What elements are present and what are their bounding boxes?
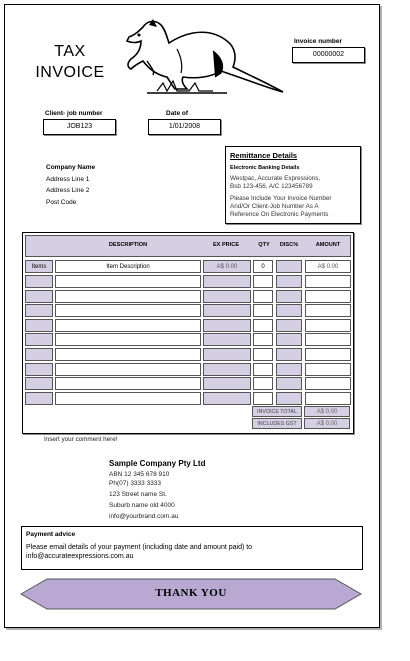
item-code-cell[interactable] bbox=[25, 304, 53, 317]
company-suburb: Suburb name old 4000 bbox=[109, 502, 175, 509]
header-disc: DISC% bbox=[279, 242, 299, 248]
item-ex-price-cell[interactable] bbox=[203, 348, 251, 361]
item-ex-price-cell[interactable] bbox=[203, 363, 251, 376]
payment-advice-line1: Please email details of your payment (including date and amount paid) to bbox=[26, 544, 253, 551]
table-row bbox=[25, 377, 351, 390]
payment-advice-title: Payment advice bbox=[26, 531, 76, 538]
remittance-bank-details bbox=[230, 175, 320, 191]
remittance-title: Remittance Details bbox=[230, 151, 298, 160]
header-amount: AMOUNT bbox=[315, 242, 341, 248]
item-ex-price-cell[interactable]: A$ 0.00 bbox=[203, 260, 251, 273]
title-line-invoice: INVOICE bbox=[35, 64, 105, 81]
item-code-cell[interactable] bbox=[25, 319, 53, 332]
item-ex-price-cell[interactable] bbox=[203, 333, 251, 346]
item-description-cell[interactable] bbox=[55, 348, 201, 361]
company-block bbox=[109, 459, 205, 521]
item-description-cell[interactable] bbox=[55, 333, 201, 346]
header-qty: QTY bbox=[258, 242, 270, 248]
table-row bbox=[25, 319, 351, 332]
item-amount-cell[interactable] bbox=[305, 319, 351, 332]
item-qty-cell[interactable] bbox=[253, 290, 273, 303]
item-code-cell[interactable] bbox=[25, 363, 53, 376]
company-email: info@yourbrand.com.au bbox=[109, 513, 179, 520]
item-code-cell[interactable] bbox=[25, 333, 53, 346]
billing-company-name: Company Name bbox=[46, 164, 96, 171]
item-code-cell[interactable] bbox=[25, 377, 53, 390]
item-qty-cell[interactable]: 0 bbox=[253, 260, 273, 273]
table-row bbox=[25, 304, 351, 317]
item-description-cell[interactable]: Item Description bbox=[55, 260, 201, 273]
table-row bbox=[25, 260, 351, 273]
item-code-cell[interactable] bbox=[25, 290, 53, 303]
invoice-number-label: Invoice number bbox=[294, 38, 343, 45]
kangaroo-logo-icon bbox=[117, 17, 287, 97]
billing-address-line1: Address Line 1 bbox=[46, 175, 90, 183]
item-amount-cell[interactable] bbox=[305, 333, 351, 346]
item-disc-cell[interactable] bbox=[276, 260, 302, 273]
includes-gst-value: A$ 0.00 bbox=[304, 418, 350, 429]
table-row bbox=[25, 333, 351, 346]
table-row bbox=[25, 392, 351, 405]
item-qty-cell[interactable] bbox=[253, 377, 273, 390]
item-amount-cell[interactable] bbox=[305, 290, 351, 303]
invoice-number-field[interactable]: 00000002 bbox=[292, 47, 365, 63]
item-qty-cell[interactable] bbox=[253, 333, 273, 346]
item-description-cell[interactable] bbox=[55, 290, 201, 303]
item-disc-cell[interactable] bbox=[276, 275, 302, 288]
item-amount-cell[interactable]: A$ 0.00 bbox=[305, 260, 351, 273]
bank-line-2: Bsb 123-456, A/C 123456789 bbox=[230, 183, 313, 191]
item-qty-cell[interactable] bbox=[253, 348, 273, 361]
item-ex-price-cell[interactable] bbox=[203, 392, 251, 405]
item-ex-price-cell[interactable] bbox=[203, 377, 251, 390]
item-amount-cell[interactable] bbox=[305, 363, 351, 376]
header-ex-price: EX PRICE bbox=[212, 242, 240, 248]
item-amount-cell[interactable] bbox=[305, 392, 351, 405]
client-job-label: Client- job number bbox=[45, 110, 103, 117]
item-description-cell[interactable] bbox=[55, 392, 201, 405]
date-label: Date of bbox=[166, 110, 189, 117]
table-header-row bbox=[25, 235, 351, 257]
item-amount-cell[interactable] bbox=[305, 377, 351, 390]
item-description-cell[interactable] bbox=[55, 319, 201, 332]
item-ex-price-cell[interactable] bbox=[203, 275, 251, 288]
invoice-title bbox=[31, 41, 109, 83]
item-disc-cell[interactable] bbox=[276, 363, 302, 376]
includes-gst-label: INCLUDES GST bbox=[252, 418, 302, 429]
bank-line-1: Westpac, Accurate Expressions, bbox=[230, 175, 321, 182]
note-line-3: Reference On Electronic Payments bbox=[230, 211, 329, 219]
table-row bbox=[25, 275, 351, 288]
billing-address-line2: Address Line 2 bbox=[46, 187, 90, 194]
item-code-cell[interactable] bbox=[25, 348, 53, 361]
item-disc-cell[interactable] bbox=[276, 304, 302, 317]
item-disc-cell[interactable] bbox=[276, 392, 302, 405]
invoice-page bbox=[4, 4, 380, 628]
item-description-cell[interactable] bbox=[55, 377, 201, 390]
note-line-2: And/Or Client-Job Number As A bbox=[230, 203, 319, 211]
item-qty-cell[interactable] bbox=[253, 392, 273, 405]
remittance-subtitle: Electronic Banking Details bbox=[230, 165, 300, 171]
payment-advice-text bbox=[26, 543, 356, 561]
item-amount-cell[interactable] bbox=[305, 348, 351, 361]
thank-you-text: THANK YOU bbox=[155, 587, 227, 599]
comment-text[interactable]: Insert your comment here! bbox=[44, 436, 118, 443]
company-street: 123 Street name St. bbox=[109, 491, 167, 498]
item-amount-cell[interactable] bbox=[305, 275, 351, 288]
item-ex-price-cell[interactable] bbox=[203, 304, 251, 317]
remittance-note bbox=[230, 195, 332, 220]
billing-post-code: Post Code bbox=[46, 198, 77, 206]
payment-advice-box bbox=[21, 526, 363, 570]
item-code-cell[interactable]: Items bbox=[25, 260, 53, 273]
item-disc-cell[interactable] bbox=[276, 333, 302, 346]
table-row bbox=[25, 290, 351, 303]
date-field[interactable]: 1/01/2008 bbox=[148, 119, 221, 135]
item-qty-cell[interactable] bbox=[253, 304, 273, 317]
item-code-cell[interactable] bbox=[25, 275, 53, 288]
item-qty-cell[interactable] bbox=[253, 319, 273, 332]
item-amount-cell[interactable] bbox=[305, 304, 351, 317]
item-description-cell[interactable] bbox=[55, 275, 201, 288]
title-line-tax: TAX bbox=[54, 43, 86, 60]
invoice-total-value: A$ 0.00 bbox=[304, 406, 350, 417]
item-disc-cell[interactable] bbox=[276, 348, 302, 361]
note-line-1: Please Include Your Invoice Number bbox=[230, 195, 332, 202]
item-code-cell[interactable] bbox=[25, 392, 53, 405]
item-ex-price-cell[interactable] bbox=[203, 290, 251, 303]
item-description-cell[interactable] bbox=[55, 363, 201, 376]
table-row bbox=[25, 363, 351, 376]
item-description-cell[interactable] bbox=[55, 304, 201, 317]
client-job-field[interactable]: JOB123 bbox=[43, 119, 116, 135]
billing-address bbox=[46, 162, 95, 208]
table-row bbox=[25, 348, 351, 361]
item-disc-cell[interactable] bbox=[276, 319, 302, 332]
item-qty-cell[interactable] bbox=[253, 275, 273, 288]
item-qty-cell[interactable] bbox=[253, 363, 273, 376]
invoice-total-label: INVOICE TOTAL bbox=[252, 406, 302, 417]
company-phone: Ph(07) 3333 3333 bbox=[109, 480, 162, 487]
item-disc-cell[interactable] bbox=[276, 290, 302, 303]
items-table bbox=[22, 232, 354, 434]
remittance-box bbox=[225, 146, 361, 224]
payment-advice-line2: info@accurateexpressions.com.au bbox=[26, 553, 134, 560]
header-description: DESCRIPTION bbox=[108, 242, 148, 248]
item-disc-cell[interactable] bbox=[276, 377, 302, 390]
company-name: Sample Company Pty Ltd bbox=[109, 459, 206, 468]
item-ex-price-cell[interactable] bbox=[203, 319, 251, 332]
company-abn: ABN 12 345 678 910 bbox=[109, 471, 170, 478]
